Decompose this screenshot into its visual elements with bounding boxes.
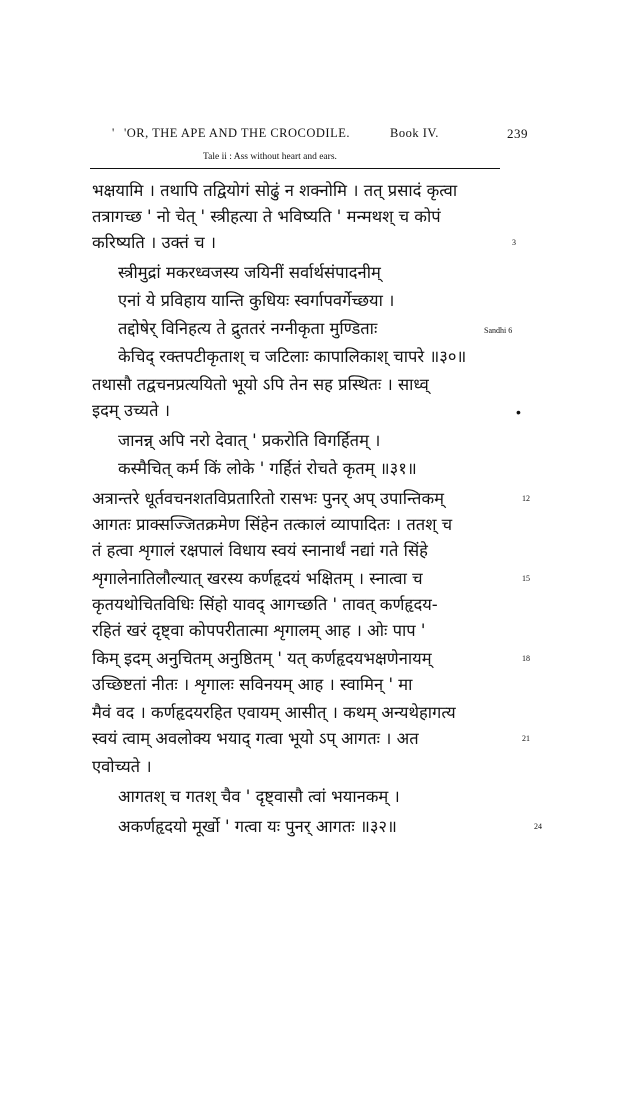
text-line-24: अकर्णहृदयो मूर्खो ' गत्वा यः पुनर् आगतः ॥३२॥: [118, 817, 397, 836]
running-head-mark: ': [112, 126, 115, 140]
page-number: 239: [507, 126, 528, 141]
text-line-11: कस्मैचित् कर्म किं लोके ' गर्हितं रोचते कृतम् ॥३१॥: [118, 459, 417, 478]
text-line-2: तत्रागच्छ ' नो चेत् ' स्त्रीहत्या ते भविष्यति ' मन्मथश् च कोपं: [92, 207, 441, 226]
line-number-12: 12: [522, 494, 530, 503]
text-line-14: तं हत्वा शृगालं रक्षपालं विधाय स्वयं स्नानार्थं नद्यां गते सिंहे: [92, 541, 428, 560]
text-line-22: एवोच्यते ।: [92, 757, 152, 776]
line-number-15: 15: [522, 574, 530, 583]
text-line-9: इदम् उच्यते ।: [92, 401, 171, 420]
text-line-18: किम् इदम् अनुचितम् अनुष्ठितम् ' यत् कर्णहृदयभक्षणेनायम्: [92, 649, 432, 668]
text-line-8: तथासौ तद्वचनप्रत्ययितो भूयो ऽपि तेन सह प्रस्थितः । साध्व्: [92, 375, 429, 394]
line-number-3: 3: [512, 238, 516, 247]
text-line-15: शृगालेनातिलौल्यात् खरस्य कर्णहृदयं भक्षितम् । स्नात्वा च: [92, 569, 423, 588]
text-line-21: स्वयं त्वाम् अवलोक्य भयाद् गत्वा भूयो ऽप् आगतः । अत: [92, 729, 419, 748]
header-rule: [90, 168, 500, 169]
text-line-17: रहितं खरं दृष्ट्वा कोपपरीतात्मा शृगालम् आह । ओः पाप ': [92, 621, 426, 640]
line-number-21: 21: [522, 734, 530, 743]
text-line-12: अत्रान्तरे धूर्तवचनशतविप्रतारितो रासभः पुनर् अप् उपान्तिकम्: [92, 489, 445, 508]
text-line-5: एनां ये प्रविहाय यान्ति कुधियः स्वर्गापवर्गेच्छया ।: [118, 291, 395, 310]
text-line-20: मैवं वद । कर्णहृदयरहित एवायम् आसीत् । कथम् अन्यथेहागत्य: [92, 703, 456, 722]
text-line-23: आगतश् च गतश् चैव ' दृष्ट्वासौ त्वां भयानकम् ।: [118, 787, 400, 806]
running-head-title: 'OR, THE APE AND THE CROCODILE.: [124, 126, 350, 140]
text-line-7: केचिद् रक्तपटीकृताश् च जटिलाः कापालिकाश् चापरे ॥३०॥: [118, 347, 467, 366]
line-number-18: 18: [522, 654, 530, 663]
running-head-book: Book IV.: [390, 126, 439, 140]
line-number-24: 24: [534, 822, 542, 831]
text-line-6: तद्दोषेर् विनिहत्य ते द्रुततरं नग्नीकृता मुण्डिताः: [118, 319, 378, 338]
sandhi-margin-note: Sandhi 6: [484, 326, 513, 335]
tale-subhead: Tale ii : Ass without heart and ears.: [203, 152, 337, 162]
text-line-19: उच्छिष्टतां नीतः । शृगालः सविनयम् आह । स्वामिन् ' मा: [92, 675, 413, 694]
text-line-16: कृतयथोचितविधिः सिंहो यावद् आगच्छति ' तावत् कर्णहृदय-: [92, 595, 438, 614]
text-line-3: करिष्यति । उक्तं च ।: [92, 233, 217, 252]
text-line-4: स्त्रीमुद्रां मकरध्वजस्य जयिनीं सर्वार्थसंपादनीम्: [118, 263, 381, 282]
text-line-13: आगतः प्राक्सज्जितक्रमेण सिंहेन तत्कालं व्यापादितः । ततश् च: [92, 515, 453, 534]
print-speck: •: [516, 404, 521, 420]
text-line-1: भक्षयामि । तथापि तद्वियोगं सोढुं न शक्नोमि । तत् प्रसादं कृत्वा: [92, 181, 458, 200]
text-line-10: जानन्न् अपि नरो देवात् ' प्रकरोति विगर्हितम् ।: [118, 431, 381, 450]
